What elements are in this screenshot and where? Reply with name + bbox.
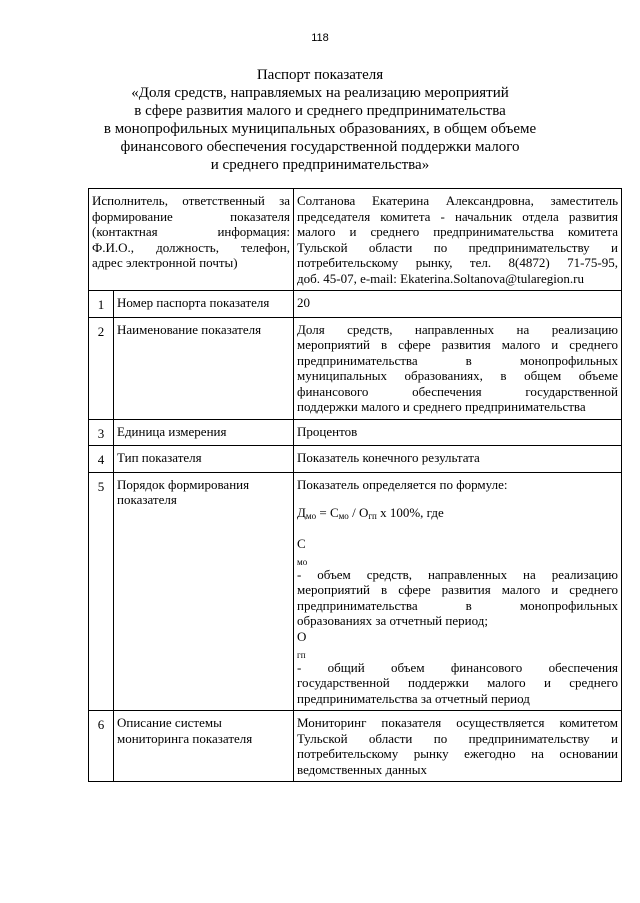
table-row <box>89 317 622 419</box>
document-title <box>70 66 570 174</box>
formula: $Д_{мо} = С_{мо} / О_{гп}$ х 100%, где <box>297 505 444 521</box>
row-value: Процентов <box>294 419 622 446</box>
executor-label: Исполнитель, ответственный за формирование показателя (контактная информация: Ф.И.О., должность, телефон, адрес электронной почты) <box>89 189 294 291</box>
row-label: Описание системы мониторинга показателя <box>114 711 294 782</box>
row-number: 5 <box>89 472 114 711</box>
row-label: Тип показателя <box>114 446 294 473</box>
formula-intro: Показатель определяется по формуле: <box>297 476 508 492</box>
title-line: финансового обеспечения государственной поддержки малого <box>120 139 520 155</box>
table-row <box>89 291 622 318</box>
row-number: 1 <box>89 291 114 318</box>
row-label: Наименование показателя <box>114 317 294 419</box>
row-number: 3 <box>89 419 114 446</box>
table-row-executor <box>89 189 622 291</box>
row-value <box>294 472 622 711</box>
definition-o: О $_{гп}$ - общий объем финансового обеспечения государственной поддержки малого и среднего предпринимательства за отчетный период <box>297 628 619 706</box>
row-number: 6 <box>89 711 114 782</box>
row-value: Доля средств, направленных на реализацию мероприятий в сфере развития малого и среднего предпринимательства в монопрофильных муниципальных образованиях, в общем объеме финансового обеспечения государственной поддержки малого и среднего предпринимательства <box>294 317 622 419</box>
title-line: и среднего предпринимательства» <box>210 157 430 173</box>
page-number: 118 <box>311 32 329 44</box>
table-row <box>89 419 622 446</box>
definition-c: С $_{мо}$ - объем средств, направленных на реализацию мероприятий в сфере развития малого и среднего предпринимательства в монопрофильных образованиях за отчетный период; <box>297 535 619 628</box>
indicator-passport-table <box>88 188 622 782</box>
table-row <box>89 446 622 473</box>
row-number: 2 <box>89 317 114 419</box>
title-heading: Паспорт показателя <box>256 67 384 83</box>
table-row <box>89 472 622 711</box>
row-label: Единица измерения <box>114 419 294 446</box>
title-line: в монопрофильных муниципальных образованиях, в общем объеме <box>103 121 537 137</box>
row-value: 20 <box>294 291 622 318</box>
row-number: 4 <box>89 446 114 473</box>
row-value: Мониторинг показателя осуществляется комитетом Тульской области по предпринимательству и потребительскому рынку ежегодно на основании ведомственных данных <box>294 711 622 782</box>
executor-value: Солтанова Екатерина Александровна, заместитель председателя комитета - начальник отдела развития малого и среднего предпринимательства комитета Тульской области по предпринимательству и потребительскому рынку, тел. 8(4872) 71-75-95, доб. 45-07, e-mail: Ekaterina.Soltanova@tularegion.ru <box>294 189 622 291</box>
table-row <box>89 711 622 782</box>
row-value: Показатель конечного результата <box>294 446 622 473</box>
title-line: «Доля средств, направляемых на реализацию мероприятий <box>131 85 509 101</box>
row-label: Номер паспорта показателя <box>114 291 294 318</box>
title-line: в сфере развития малого и среднего предпринимательства <box>134 103 506 119</box>
row-label: Порядок формирования показателя <box>114 472 294 711</box>
